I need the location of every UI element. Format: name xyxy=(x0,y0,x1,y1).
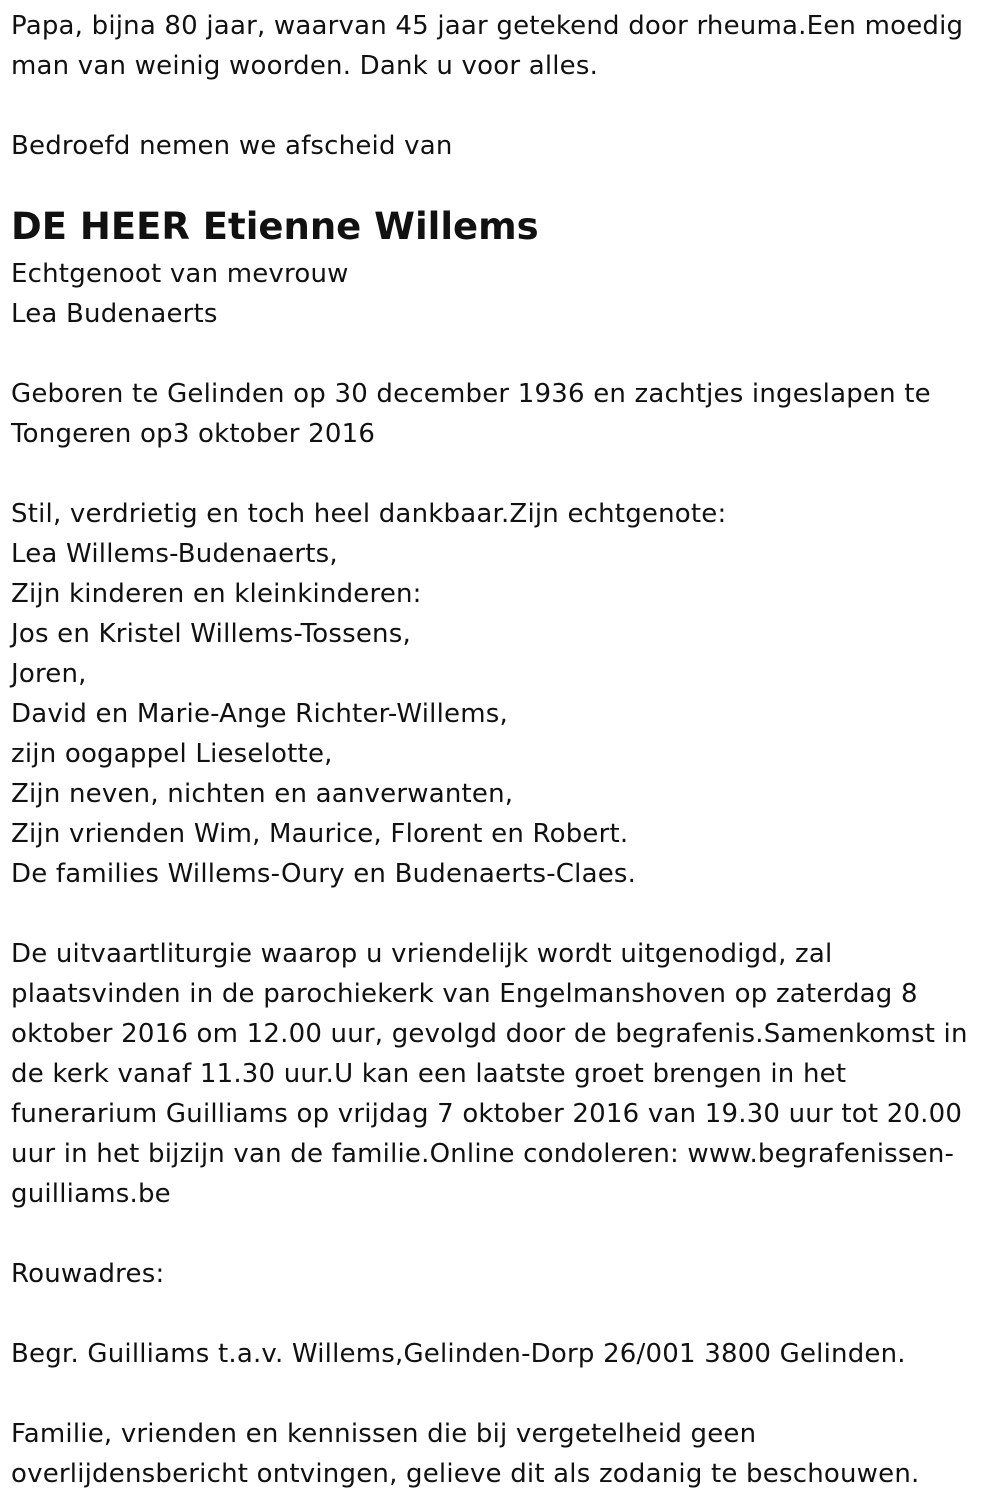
text-line: zijn oogappel Lieselotte, xyxy=(11,739,333,769)
text-line: De uitvaartliturgie waarop u vriendelijk wordt uitgenodigd, zal xyxy=(11,939,833,969)
text-line: Lea Budenaerts xyxy=(11,299,218,329)
text-line: uur in het bijzijn van de familie.Online condoleren: www.begrafenissen- xyxy=(11,1139,955,1169)
intro-paragraph xyxy=(11,6,991,86)
text-line: man van weinig woorden. Dank u voor alles. xyxy=(11,51,599,81)
address-text: Begr. Guilliams t.a.v. Willems,Gelinden-Dorp 26/001 3800 Gelinden. xyxy=(11,1339,906,1369)
text-line: de kerk vanaf 11.30 uur.U kan een laatste groet brengen in het xyxy=(11,1059,847,1089)
obituary-document xyxy=(11,6,991,1494)
text-line: plaatsvinden in de parochiekerk van Engelmanshoven op zaterdag 8 xyxy=(11,979,918,1009)
text-line: Tongeren op3 oktober 2016 xyxy=(11,419,376,449)
text-line: guilliams.be xyxy=(11,1179,171,1209)
text-line: Stil, verdrietig en toch heel dankbaar.Zijn echtgenote: xyxy=(11,499,727,529)
text-line: David en Marie-Ange Richter-Willems, xyxy=(11,699,508,729)
text-line: oktober 2016 om 12.00 uur, gevolgd door de begrafenis.Samenkomst in xyxy=(11,1019,968,1049)
text-line: Papa, bijna 80 jaar, waarvan 45 jaar getekend door rheuma.Een moedig xyxy=(11,11,964,41)
funeral-paragraph xyxy=(11,934,991,1214)
text-line: Zijn neven, nichten en aanverwanten, xyxy=(11,779,514,809)
address-label: Rouwadres: xyxy=(11,1259,165,1289)
text-line: Geboren te Gelinden op 30 december 1936 en zachtjes ingeslapen te xyxy=(11,379,931,409)
closing-paragraph xyxy=(11,1414,991,1494)
text-line: Familie, vrienden en kennissen die bij vergetelheid geen xyxy=(11,1419,757,1449)
announcement-text: Bedroefd nemen we afscheid van xyxy=(11,131,453,161)
text-line: De families Willems-Oury en Budenaerts-Claes. xyxy=(11,859,637,889)
text-line: Jos en Kristel Willems-Tossens, xyxy=(11,619,411,649)
text-line: overlijdensbericht ontvingen, gelieve dit als zodanig te beschouwen. xyxy=(11,1459,920,1489)
text-line: funerarium Guilliams op vrijdag 7 oktober 2016 van 19.30 uur tot 20.00 xyxy=(11,1099,963,1129)
text-line: Echtgenoot van mevrouw xyxy=(11,259,349,289)
text-line: Zijn vrienden Wim, Maurice, Florent en Robert. xyxy=(11,819,629,849)
spouse-paragraph xyxy=(11,254,991,334)
text-line: Lea Willems-Budenaerts, xyxy=(11,539,338,569)
birth-death-paragraph xyxy=(11,374,991,454)
deceased-name-heading: DE HEER Etienne Willems xyxy=(11,205,539,248)
text-line: Zijn kinderen en kleinkinderen: xyxy=(11,579,422,609)
family-paragraph xyxy=(11,494,991,894)
text-line: Joren, xyxy=(11,659,87,689)
